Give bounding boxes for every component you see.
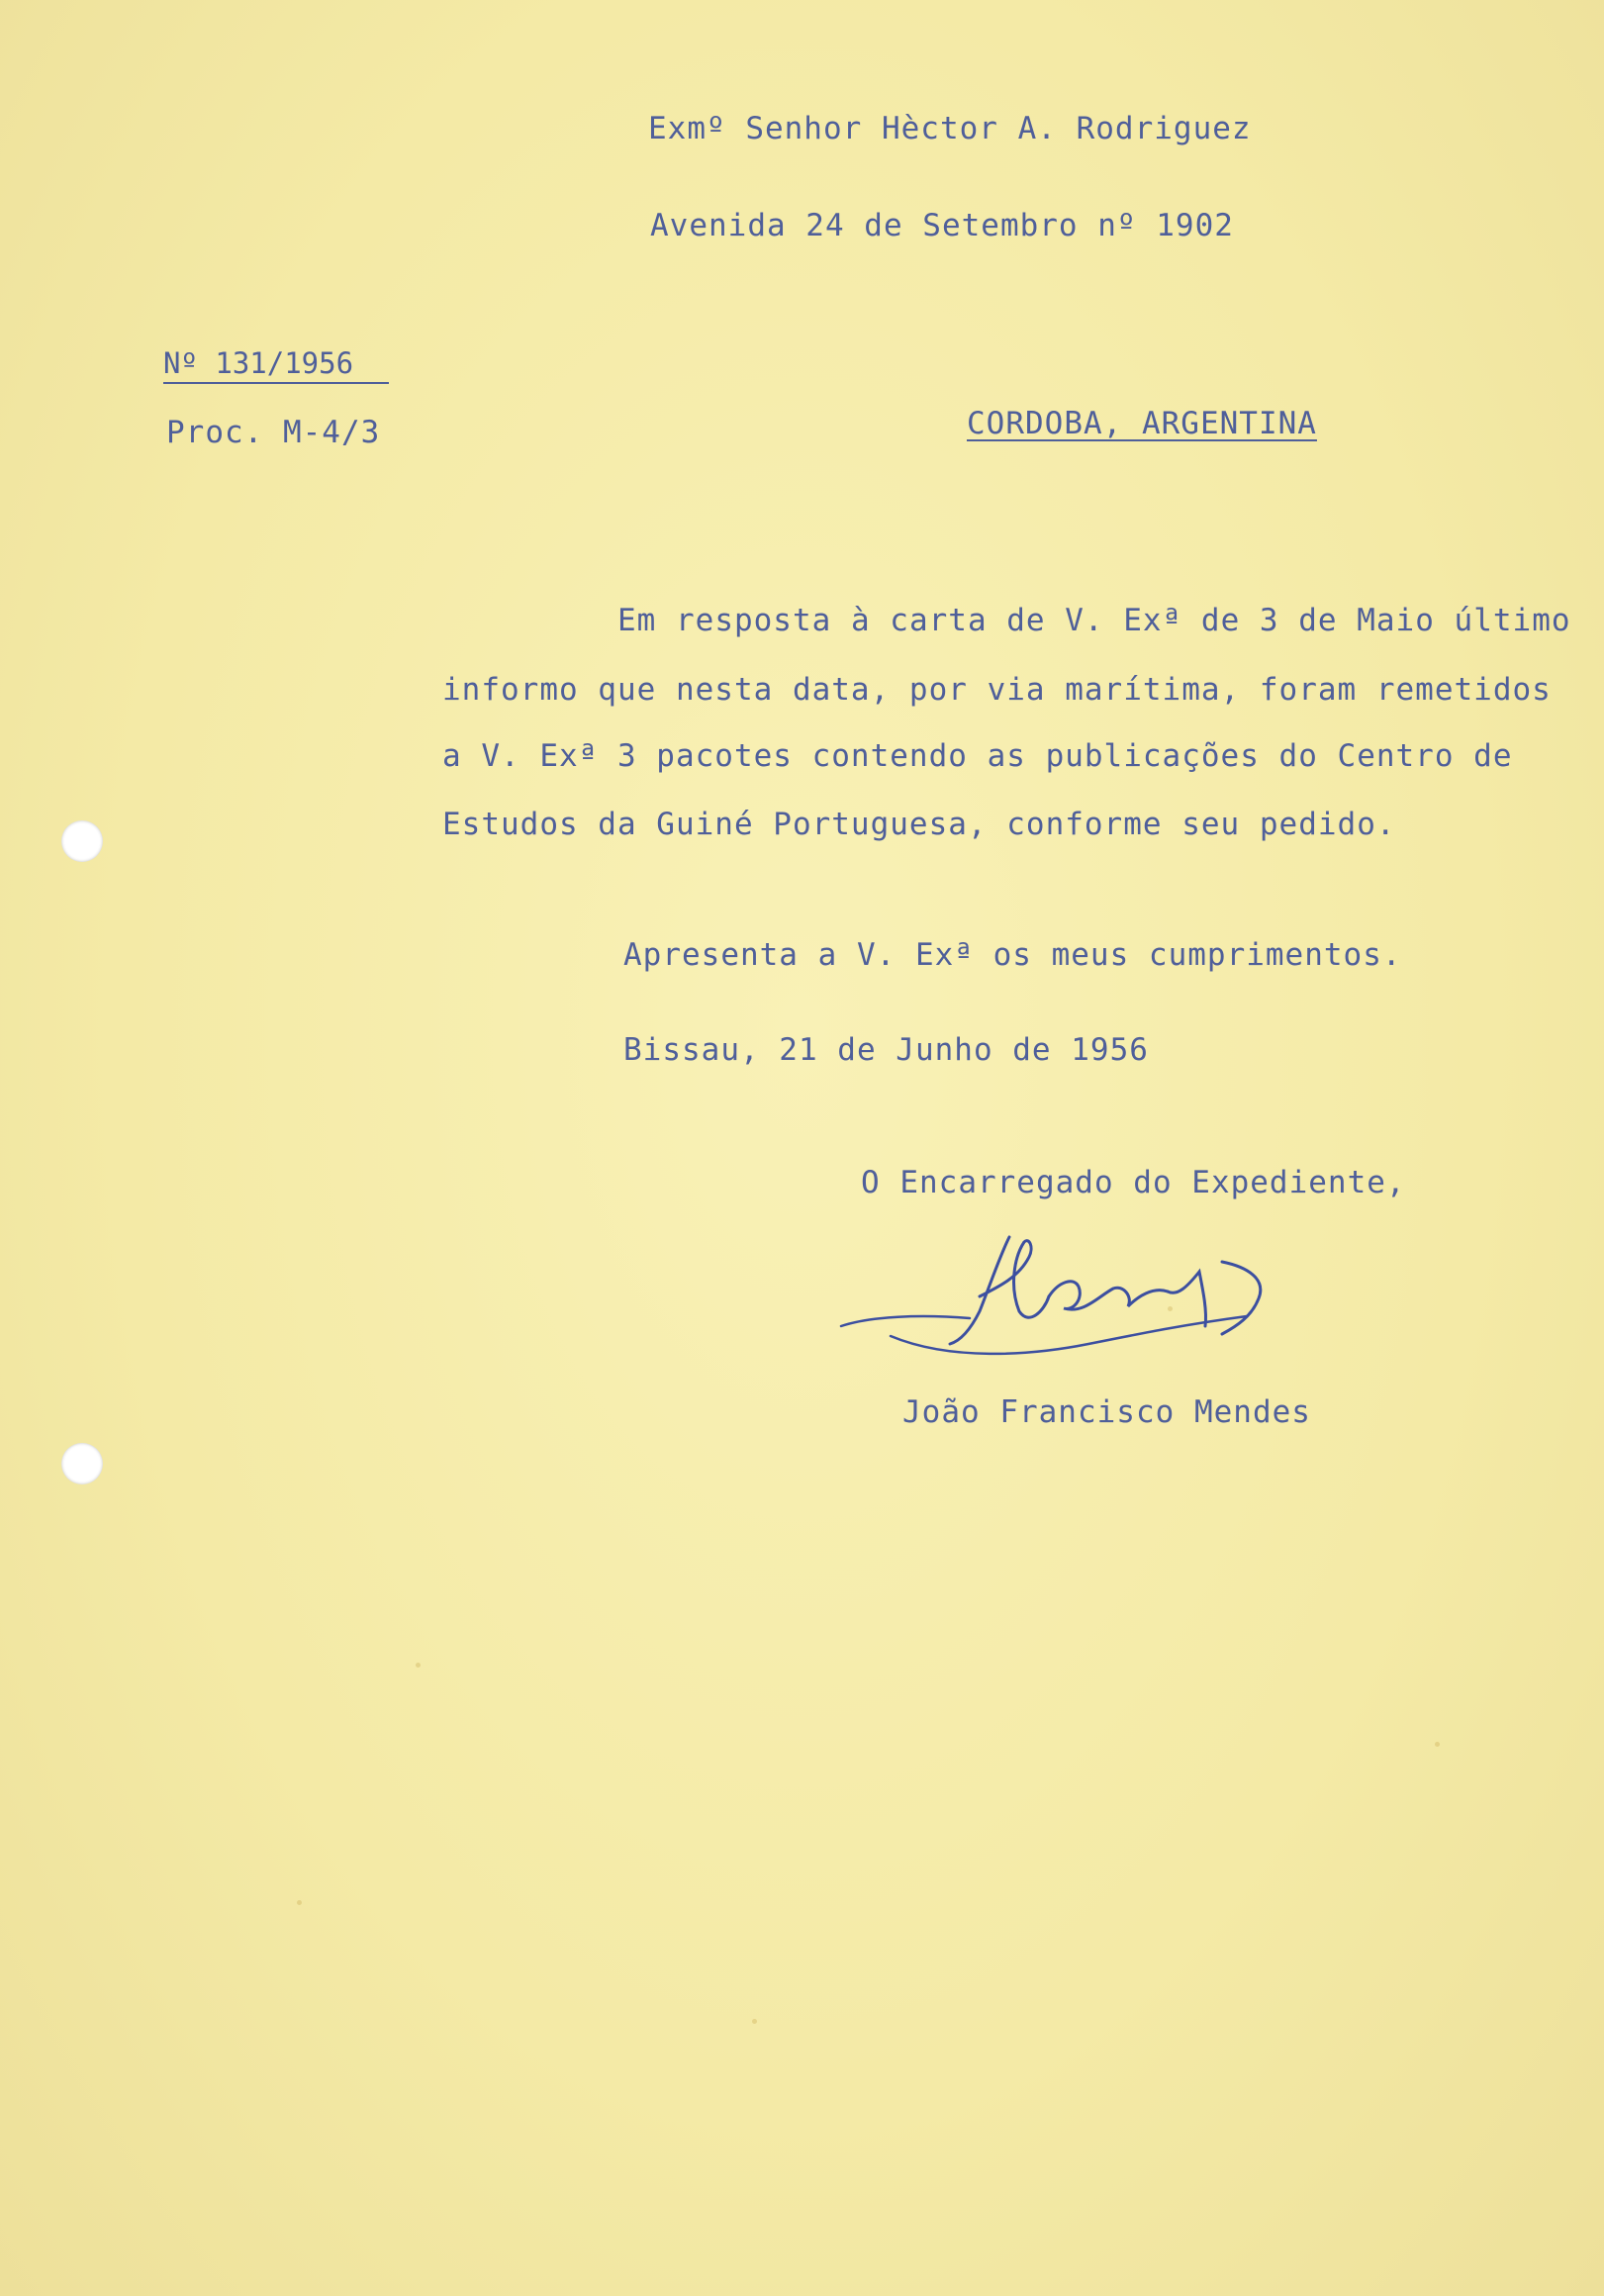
body-line-3: a V. Exª 3 pacotes contendo as publicações do Centro de	[442, 738, 1513, 774]
greeting: Apresenta a V. Exª os meus cumprimentos.	[623, 937, 1402, 973]
reference-number-text: Nº 131/1956	[163, 346, 354, 380]
body-line-4: Estudos da Guiné Portuguesa, conforme seu pedido.	[442, 807, 1396, 842]
paper-speck	[416, 1663, 421, 1668]
signatory-role: O Encarregado do Expediente,	[861, 1165, 1406, 1200]
signatory-name: João Francisco Mendes	[902, 1394, 1311, 1430]
reference-number	[163, 341, 391, 387]
punch-hole-bottom	[61, 1443, 103, 1484]
paper-speck	[1435, 1742, 1440, 1747]
body-line-2: informo que nesta data, por via marítima, foram remetidos	[442, 672, 1552, 708]
paper-speck	[297, 1900, 302, 1905]
signature	[831, 1217, 1366, 1376]
process-code: Proc. M-4/3	[166, 415, 381, 450]
addressee-city: CORDOBA, ARGENTINA	[967, 406, 1317, 441]
addressee-name: Exmº Senhor Hèctor A. Rodriguez	[648, 111, 1252, 146]
punch-hole-top	[61, 820, 103, 862]
place-date: Bissau, 21 de Junho de 1956	[623, 1032, 1149, 1068]
addressee-street: Avenida 24 de Setembro nº 1902	[650, 208, 1234, 243]
paper-speck	[752, 2019, 757, 2024]
body-line-1: Em resposta à carta de V. Exª de 3 de Maio último	[617, 603, 1571, 638]
